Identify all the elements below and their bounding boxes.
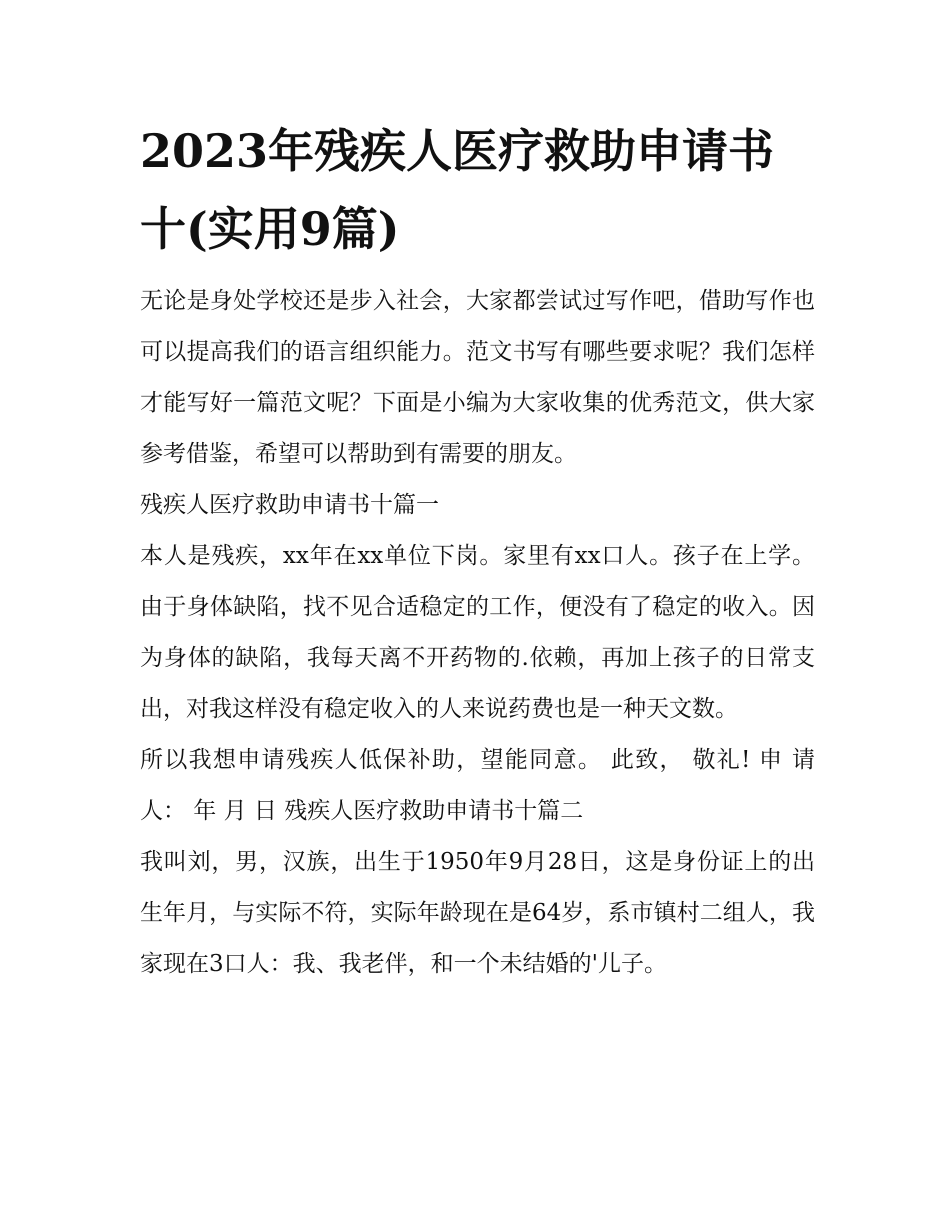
closing-paragraph: 所以我想申请残疾人低保补助，望能同意。 此致， 敬礼! 申 请 人： 年 月 日 残疾人医疗救助申请书十篇二 [140,747,815,824]
intro-paragraph: 无论是身处学校还是步入社会，大家都尝试过写作吧，借助写作也可以提高我们的语言组织能力。范文书写有哪些要求呢？我们怎样才能写好一篇范文呢？下面是小编为大家收集的优秀范文，供大家参考借鉴，希望可以帮助到有需要的朋友。 [140,288,815,467]
section-heading-1: 残疾人医疗救助申请书十篇一 [140,492,439,518]
body-paragraph-2: 我叫刘，男，汉族，出生于1950年9月28日，这是身份证上的出生年月，与实际不符，实际年龄现在是64岁，系市镇村二组人，我家现在3口人：我、我老伴，和一个未结婚的'儿子。 [140,849,815,977]
document-body [140,276,815,990]
document-content [140,112,815,990]
document-title: 2023年残疾人医疗救助申请书十(实用9篇) [140,124,775,256]
body-paragraph-1: 本人是残疾，xx年在xx单位下岗。家里有xx口人。孩子在上学。由于身体缺陷，找不见合适稳定的工作，便没有了稳定的收入。因为身体的缺陷，我每天离不开药物的.依赖，再加上孩子的日常支出，对我这样没有稳定收入的人来说药费也是一种天文数。 [140,543,815,722]
